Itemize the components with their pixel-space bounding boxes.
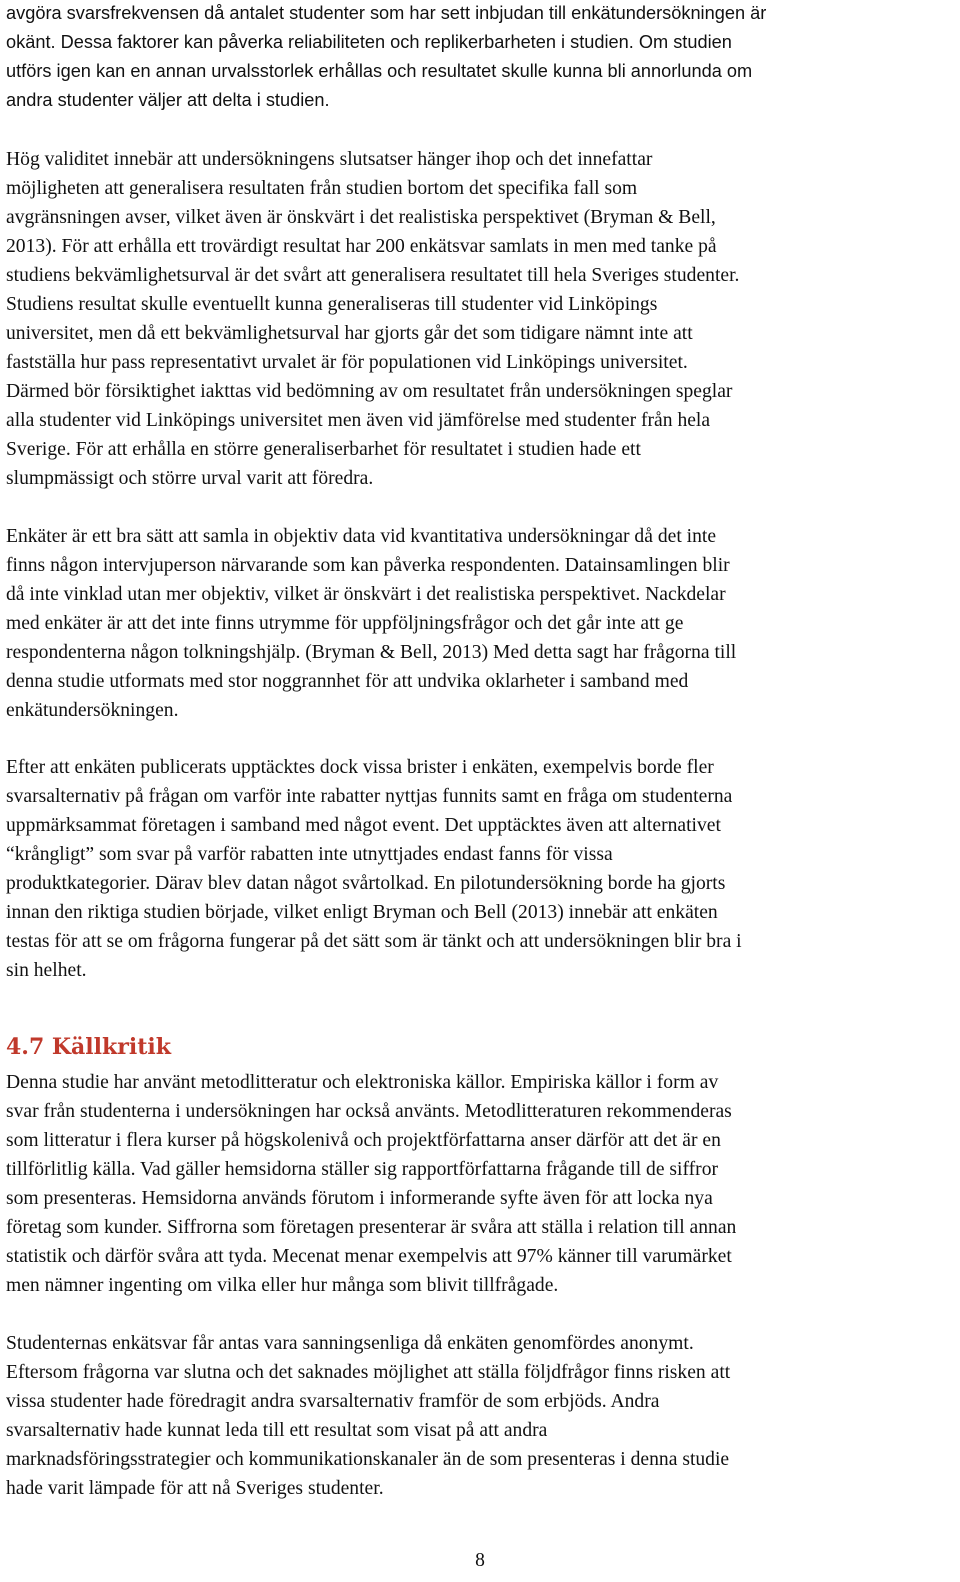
page-number: 8: [475, 1550, 485, 1571]
paragraph-survey-flaws: Efter att enkäten publicerats upptäcktes dock vissa brister i enkäten, exempelvis borde fler svarsalternativ på frågan om varför inte rabatter nyttjas funnits samt en fråga om studenterna uppmärksammat företagen i samband med något event. Det upptäcktes även att alternativet “krångligt” som svar på varför rabatten inte utnyttjades endast fanns för vissa produktkategorier. Därav blev datan något svårtolkad. En pilotundersökning borde ha gjorts innan den riktiga studien började, vilket enligt Bryman och Bell (2013) innebär att enkäten testas för att se om frågorna fungerar på det sätt som är tänkt och att undersökningen blir bra i sin helhet.: [6, 757, 742, 981]
section-heading-kallkritik: 4.7 Källkritik: [6, 1034, 171, 1060]
paragraph-surveys: Enkäter är ett bra sätt att samla in objektiv data vid kvantitativa undersökningar då det inte finns någon intervjuperson närvarande som kan påverka respondenten. Datainsamlingen blir då inte vinklad utan mer objektiv, vilket är önskvärt i det realistiska perspektivet. Nackdelar med enkäter är att det inte finns utrymme för uppföljningsfrågor och det går inte att ge respondenterna någon tolkningshjälp. (Bryman & Bell, 2013) Med detta sagt har frågorna till denna studie utformats med stor noggrannhet för att undvika oklarheter i samband med enkätundersökningen.: [6, 526, 737, 721]
paragraph-reliability-continued: avgöra svarsfrekvensen då antalet studenter som har sett inbjudan till enkätundersökningen är okänt. Dessa faktorer kan påverka reliabiliteten och replikerbarheten i studien. Om studien utförs igen kan en annan urvalsstorlek erhållas och resultatet skulle kunna bli annorlunda om andra studenter väljer att delta i studien.: [6, 3, 767, 110]
paragraph-student-answers: Studenternas enkätsvar får antas vara sanningsenliga då enkäten genomfördes anonymt. Eftersom frågorna var slutna och det saknades möjlighet att ställa följdfrågor finns risken att vissa studenter hade föredragit andra svarsalternativ framför de som erbjöds. Andra svarsalternativ hade kunnat leda till ett resultat som visat på att andra marknadsföringsstrategier och kommunikationskanaler än de som presenteras i denna studie hade varit lämpade för att nå Sveriges studenter.: [6, 1333, 731, 1499]
paragraph-validity: Hög validitet innebär att undersökningens slutsatser hänger ihop och det innefattar möjligheten att generalisera resultaten från studien bortom det specifika fall som avgränsningen avser, vilket även är önskvärt i det realistiska perspektivet (Bryman & Bell, 2013). För att erhålla ett trovärdigt resultat har 200 enkätsvar samlats in men med tanke på studiens bekvämlighetsurval är det svårt att generalisera resultatet till hela Sveriges studenter. Studiens resultat skulle eventuellt kunna generaliseras till studenter vid Linköpings universitet, men då ett bekvämlighetsurval har gjorts går det som tidigare nämnt inte att fastställa hur pass representativt urvalet är för populationen vid Linköpings universitet. Därmed bör försiktighet iakttas vid bedömning av om resultatet från undersökningen speglar alla studenter vid Linköpings universitet men även vid jämförelse med studenter från hela Sverige. För att erhålla en större generaliserbarhet för resultatet i studien hade ett slumpmässigt och större urval varit att föredra.: [6, 149, 740, 489]
paragraph-source-criticism: Denna studie har använt metodlitteratur och elektroniska källor. Empiriska källor i form av svar från studenterna i undersökningen har också använts. Metodlitteraturen rekommenderas som litteratur i flera kurser på högskolenivå och projektförfattarna anser därför att det är en tillförlitlig källa. Vad gäller hemsidorna ställer sig rapportförfattarna frågande till de siffror som presenteras. Hemsidorna används förutom i informerande syfte även för att locka nya företag som kunder. Siffrorna som företagen presenterar är svåra att ställa i relation till annan statistik och därför svåra att tyda. Mecenat menar exempelvis att 97% känner till varumärket men nämner ingenting om vilka eller hur många som blivit tillfrågade.: [6, 1072, 737, 1296]
